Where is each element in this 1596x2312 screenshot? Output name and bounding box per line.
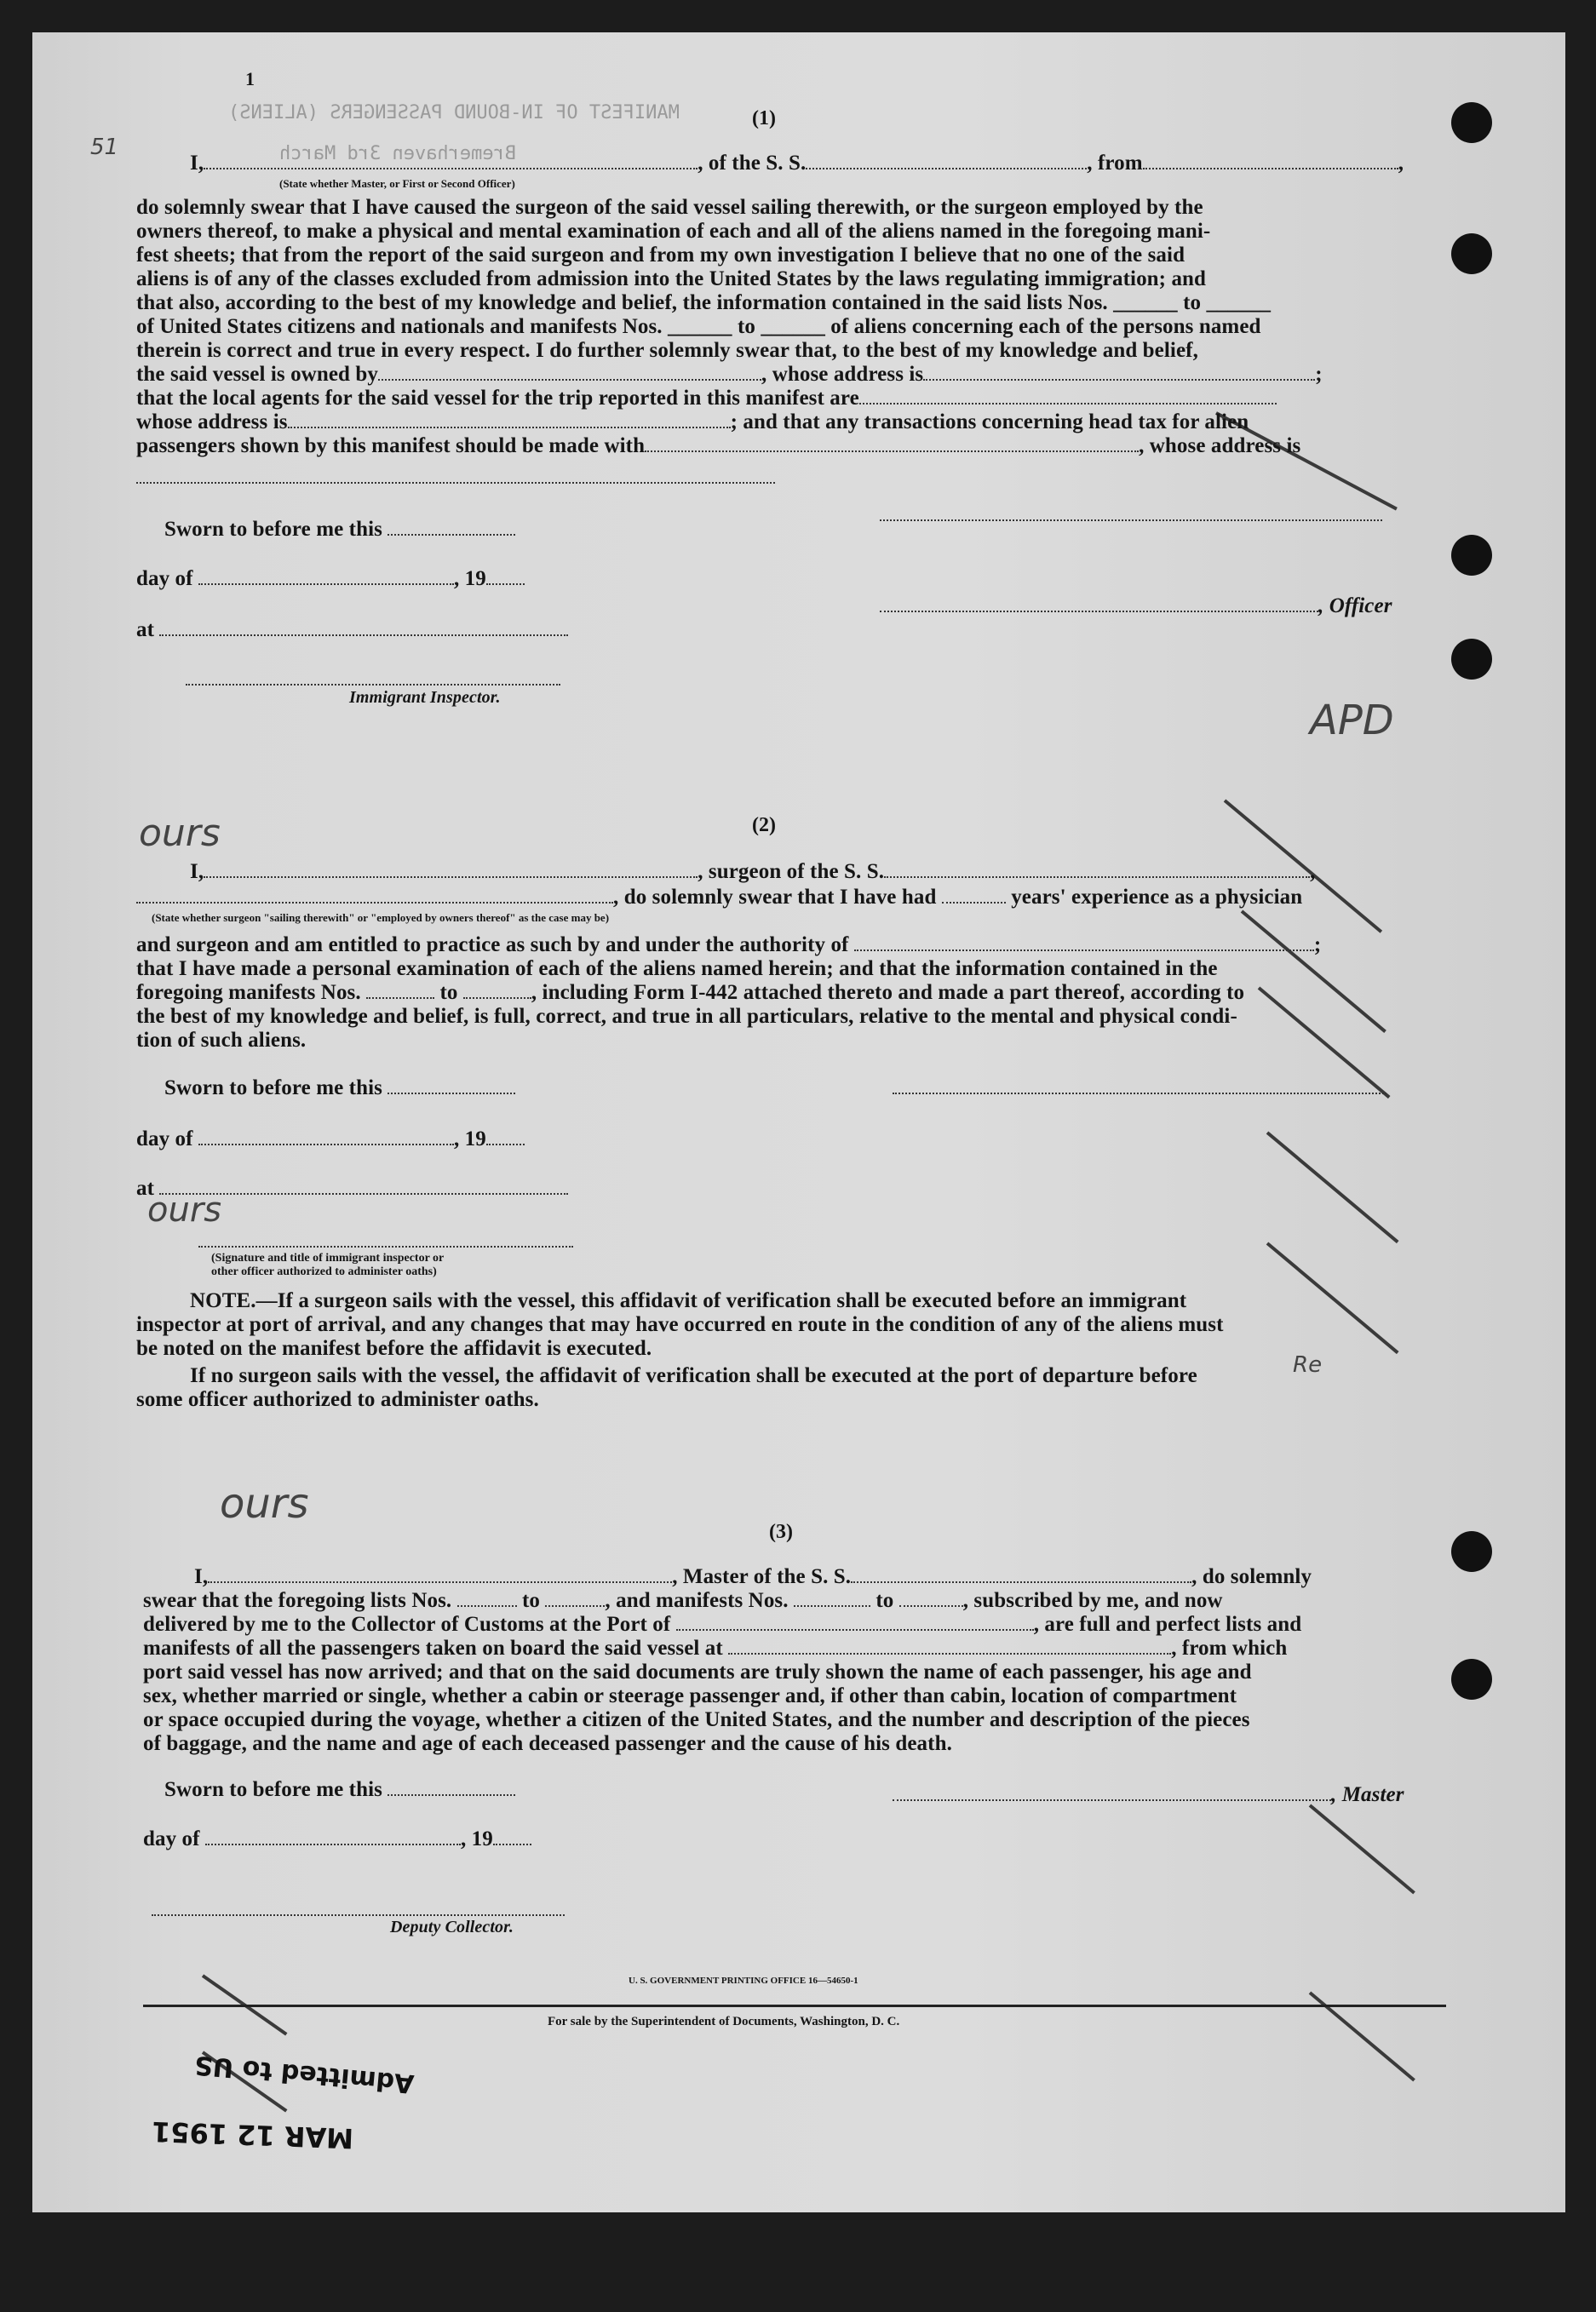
oath-line: , do solemnly swear that I have had years' experience as a physician [136, 886, 1302, 909]
punch-hole [1451, 639, 1492, 680]
oath-text: and surgeon and am entitled to practice as such by and under the authority of ; [136, 933, 1322, 956]
oath-line: I, , Master of the S. S. , do solemnly [194, 1565, 1312, 1588]
inspector-label: Immigrant Inspector. [349, 688, 501, 707]
punch-hole [1451, 233, 1492, 274]
margin-note: ours [220, 1480, 309, 1528]
section-number: (1) [752, 107, 776, 129]
day-label: day of , 19 [136, 567, 525, 591]
signature-note: other officer authorized to administer oaths) [211, 1265, 437, 1278]
oath-text: manifests of all the passengers taken on board the said vessel at , from which [143, 1637, 1288, 1660]
signature-line [152, 1914, 565, 1916]
for-sale-note: For sale by the Superintendent of Documents, Washington, D. C. [548, 2015, 900, 2028]
oath-text: that I have made a personal examination of each of the aliens named herein; and that the information contained in the [136, 957, 1218, 980]
oath-line: I, , of the S. S. , from , [190, 152, 1404, 175]
date-stamp: MAR 12 1951 [151, 2114, 354, 2155]
bleed-line-2: Bremerhaven 3rd March [279, 143, 517, 164]
form-number: 1 [245, 68, 255, 89]
margin-note: 51 [90, 135, 119, 160]
printing-office: U. S. GOVERNMENT PRINTING OFFICE 16—54650-1 [629, 1976, 858, 1986]
oath-text: that the local agents for the said vessel for the trip reported in this manifest are [136, 387, 1277, 410]
margin-note: ours [147, 1190, 222, 1230]
sworn-label: Sworn to before me this [164, 518, 515, 542]
section-number: (2) [752, 814, 776, 836]
day-label: day of , 19 [136, 1127, 525, 1151]
footer-rule [143, 2005, 1446, 2007]
punch-hole [1451, 1531, 1492, 1572]
note-text: If no surgeon sails with the vessel, the affidavit of verification shall be executed at the port of departure before [190, 1364, 1197, 1387]
punch-hole [1451, 535, 1492, 576]
margin-note: ours [139, 812, 221, 855]
oath-text: do solemnly swear that I have caused the surgeon of the said vessel sailing therewith, or the surgeon employed by the [136, 196, 1203, 219]
at-label: at [136, 1177, 568, 1201]
note-text: be noted on the manifest before the affidavit is executed. [136, 1337, 652, 1360]
master-label: , Master [893, 1783, 1404, 1807]
oath-text: passengers shown by this manifest should be made with , whose address is [136, 434, 1301, 457]
margin-note: Re [1293, 1352, 1323, 1378]
state-note: (State whether Master, or First or Second Officer) [279, 177, 515, 190]
section-number: (3) [769, 1521, 793, 1543]
sworn-label: Sworn to before me this [164, 1778, 515, 1802]
oath-text: tion of such aliens. [136, 1029, 307, 1052]
oath-text: owners thereof, to make a physical and mental examination of each and all of the aliens named in the foregoing mani- [136, 220, 1211, 243]
note-text: NOTE.—If a surgeon sails with the vessel, this affidavit of verification shall be executed before an immigrant [190, 1289, 1187, 1312]
oath-text: sex, whether married or single, whether a cabin or steerage passenger and, if other than cabin, location of compartment [143, 1684, 1237, 1707]
oath-line: I, , surgeon of the S. S. , [190, 860, 1316, 883]
at-label: at [136, 618, 568, 642]
oath-text: or space occupied during the voyage, whether a citizen of the United States, and the number and description of the pieces [143, 1708, 1250, 1731]
officer-label: , Officer [880, 594, 1392, 618]
oath-text: the said vessel is owned by , whose address is ; [136, 363, 1323, 386]
oath-text: of United States citizens and nationals and manifests Nos. ______ to ______ of aliens concerning each of the persons named [136, 315, 1261, 338]
oath-text: that also, according to the best of my knowledge and belief, the information contained in the said lists Nos. ______ to ______ [136, 291, 1272, 314]
sworn-label: Sworn to before me this [164, 1076, 515, 1100]
manifest-form-sheet [32, 32, 1565, 2212]
punch-hole [1451, 102, 1492, 143]
bleed-line-1: MANIFEST OF IN-BOUND PASSENGERS (ALIENS) [228, 102, 680, 123]
punch-hole [1451, 1659, 1492, 1700]
oath-text: whose address is ; and that any transactions concerning head tax for alien [136, 410, 1249, 433]
oath-text: fest sheets; that from the report of the said surgeon and from my own investigation I believe that no one of the said [136, 244, 1186, 267]
note-text: some officer authorized to administer oaths. [136, 1388, 539, 1411]
signature-line [136, 482, 775, 484]
oath-text: the best of my knowledge and belief, is full, correct, and true in all particulars, relative to the mental and physical condi- [136, 1005, 1237, 1028]
signature-line [186, 684, 560, 686]
signature-line [198, 1246, 573, 1248]
oath-text: delivered by me to the Collector of Customs at the Port of , are full and perfect lists and [143, 1613, 1302, 1636]
admission-stamp: Admitted to US [192, 2049, 416, 2099]
state-note: (State whether surgeon "sailing therewith" or "employed by owners thereof" as the case may be) [152, 911, 610, 924]
oath-text: aliens is of any of the classes excluded from admission into the United States by the laws regulating immigration; and [136, 267, 1207, 290]
margin-note: APD [1310, 697, 1394, 744]
signature-note: (Signature and title of immigrant inspector or [211, 1252, 445, 1265]
oath-text: of baggage, and the name and age of each deceased passenger and the cause of his death. [143, 1732, 952, 1755]
oath-text: port said vessel has now arrived; and that on the said documents are truly shown the name of each passenger, his age and [143, 1661, 1252, 1684]
collector-label: Deputy Collector. [390, 1918, 514, 1936]
oath-text: swear that the foregoing lists Nos. to , and manifests Nos. to , subscribed by me, and now [143, 1589, 1223, 1612]
note-text: inspector at port of arrival, and any changes that may have occurred en route in the condition of any of the aliens must [136, 1313, 1224, 1336]
signature-line [893, 1093, 1386, 1094]
signature-line [880, 519, 1382, 521]
oath-text: therein is correct and true in every respect. I do further solemnly swear that, to the best of my knowledge and belief, [136, 339, 1198, 362]
day-label: day of , 19 [143, 1827, 531, 1851]
oath-text: foregoing manifests Nos. to , including Form I-442 attached thereto and made a part thereof, according to [136, 981, 1245, 1004]
